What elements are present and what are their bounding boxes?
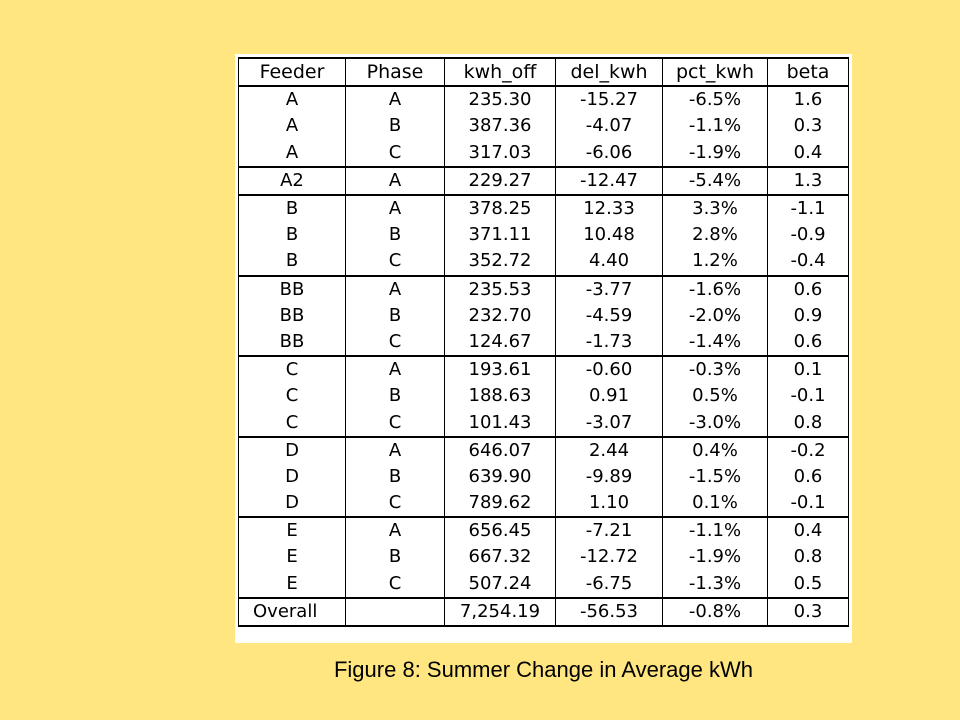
cell-kwh-off: 667.32: [445, 544, 556, 570]
cell-kwh-off: 789.62: [445, 490, 556, 517]
cell-del-kwh: 1.10: [556, 490, 663, 517]
cell-beta: 0.1: [768, 356, 849, 383]
header-pct-kwh: pct_kwh: [663, 58, 768, 86]
cell-kwh-off: 232.70: [445, 303, 556, 329]
cell-del-kwh: 4.40: [556, 248, 663, 275]
cell-feeder: E: [239, 571, 346, 598]
cell-pct-kwh: -1.4%: [663, 329, 768, 356]
table-row: [239, 222, 849, 248]
cell-del-kwh: -56.53: [556, 598, 663, 626]
cell-feeder: A: [239, 86, 346, 113]
cell-phase: B: [346, 383, 445, 409]
cell-kwh-off: 507.24: [445, 571, 556, 598]
table-row: [239, 409, 849, 436]
table-row: [239, 195, 849, 222]
cell-feeder: C: [239, 409, 346, 436]
cell-phase: A: [346, 517, 445, 544]
table-row: [239, 167, 849, 195]
header-beta: beta: [768, 58, 849, 86]
table-row: [239, 464, 849, 490]
cell-pct-kwh: -6.5%: [663, 86, 768, 113]
cell-pct-kwh: -1.9%: [663, 544, 768, 570]
cell-feeder: B: [239, 195, 346, 222]
cell-kwh-off: 188.63: [445, 383, 556, 409]
header-row: [239, 58, 849, 86]
cell-beta: -0.1: [768, 383, 849, 409]
table-row: [239, 140, 849, 167]
cell-del-kwh: -4.07: [556, 113, 663, 139]
total-row: [239, 598, 849, 626]
cell-feeder: A2: [239, 167, 346, 195]
cell-feeder: A: [239, 140, 346, 167]
cell-kwh-off: 646.07: [445, 437, 556, 464]
cell-feeder: D: [239, 437, 346, 464]
header-feeder: Feeder: [239, 58, 346, 86]
cell-phase: [346, 598, 445, 626]
cell-pct-kwh: -1.3%: [663, 571, 768, 598]
cell-beta: 0.5: [768, 571, 849, 598]
cell-beta: 0.6: [768, 329, 849, 356]
cell-kwh-off: 229.27: [445, 167, 556, 195]
cell-beta: 1.3: [768, 167, 849, 195]
header-del-kwh: del_kwh: [556, 58, 663, 86]
cell-pct-kwh: -3.0%: [663, 409, 768, 436]
cell-phase: A: [346, 276, 445, 303]
cell-del-kwh: -1.73: [556, 329, 663, 356]
cell-beta: 0.3: [768, 598, 849, 626]
cell-del-kwh: 10.48: [556, 222, 663, 248]
cell-del-kwh: -6.75: [556, 571, 663, 598]
cell-pct-kwh: 0.5%: [663, 383, 768, 409]
cell-del-kwh: -7.21: [556, 517, 663, 544]
cell-kwh-off: 387.36: [445, 113, 556, 139]
cell-pct-kwh: -1.1%: [663, 517, 768, 544]
cell-phase: C: [346, 329, 445, 356]
cell-feeder: C: [239, 356, 346, 383]
cell-phase: C: [346, 490, 445, 517]
cell-pct-kwh: 3.3%: [663, 195, 768, 222]
cell-pct-kwh: 1.2%: [663, 248, 768, 275]
cell-del-kwh: -12.47: [556, 167, 663, 195]
cell-beta: -0.9: [768, 222, 849, 248]
cell-beta: 0.9: [768, 303, 849, 329]
cell-beta: -0.4: [768, 248, 849, 275]
cell-beta: 0.8: [768, 409, 849, 436]
cell-phase: C: [346, 571, 445, 598]
table-row: [239, 329, 849, 356]
table-body: [239, 86, 849, 626]
cell-phase: C: [346, 409, 445, 436]
cell-kwh-off: 235.30: [445, 86, 556, 113]
cell-beta: 1.6: [768, 86, 849, 113]
cell-phase: A: [346, 195, 445, 222]
cell-feeder: D: [239, 464, 346, 490]
cell-beta: 0.8: [768, 544, 849, 570]
cell-del-kwh: -3.77: [556, 276, 663, 303]
table-row: [239, 303, 849, 329]
cell-del-kwh: 12.33: [556, 195, 663, 222]
table-row: [239, 248, 849, 275]
cell-kwh-off: 378.25: [445, 195, 556, 222]
figure-panel: [235, 54, 852, 643]
data-table: [238, 57, 849, 627]
cell-feeder: E: [239, 517, 346, 544]
cell-feeder: D: [239, 490, 346, 517]
cell-feeder: C: [239, 383, 346, 409]
cell-phase: A: [346, 437, 445, 464]
cell-beta: 0.4: [768, 140, 849, 167]
cell-del-kwh: -9.89: [556, 464, 663, 490]
cell-kwh-off: 371.11: [445, 222, 556, 248]
cell-pct-kwh: -5.4%: [663, 167, 768, 195]
cell-del-kwh: -12.72: [556, 544, 663, 570]
cell-del-kwh: -4.59: [556, 303, 663, 329]
header-phase: Phase: [346, 58, 445, 86]
cell-del-kwh: 0.91: [556, 383, 663, 409]
cell-kwh-off: 352.72: [445, 248, 556, 275]
table-row: [239, 490, 849, 517]
table-row: [239, 276, 849, 303]
cell-beta: 0.4: [768, 517, 849, 544]
cell-pct-kwh: 2.8%: [663, 222, 768, 248]
cell-beta: -0.1: [768, 490, 849, 517]
cell-phase: B: [346, 464, 445, 490]
table-row: [239, 544, 849, 570]
table-row: [239, 86, 849, 113]
table-row: [239, 517, 849, 544]
cell-kwh-off: 639.90: [445, 464, 556, 490]
cell-phase: B: [346, 113, 445, 139]
cell-phase: A: [346, 167, 445, 195]
cell-del-kwh: -3.07: [556, 409, 663, 436]
cell-pct-kwh: 0.1%: [663, 490, 768, 517]
cell-kwh-off: 193.61: [445, 356, 556, 383]
table-row: [239, 113, 849, 139]
cell-kwh-off: 317.03: [445, 140, 556, 167]
cell-phase: C: [346, 248, 445, 275]
header-kwh-off: kwh_off: [445, 58, 556, 86]
cell-feeder: BB: [239, 329, 346, 356]
cell-beta: 0.6: [768, 276, 849, 303]
cell-kwh-off: 124.67: [445, 329, 556, 356]
cell-feeder: E: [239, 544, 346, 570]
figure-caption: Figure 8: Summer Change in Average kWh: [333, 657, 754, 682]
cell-phase: B: [346, 303, 445, 329]
cell-kwh-off: 101.43: [445, 409, 556, 436]
cell-beta: 0.6: [768, 464, 849, 490]
cell-feeder: BB: [239, 303, 346, 329]
table-row: [239, 437, 849, 464]
cell-feeder: Overall: [239, 598, 346, 626]
cell-kwh-off: 7,254.19: [445, 598, 556, 626]
table-header: [239, 58, 849, 86]
cell-del-kwh: -15.27: [556, 86, 663, 113]
cell-feeder: B: [239, 248, 346, 275]
table-row: [239, 356, 849, 383]
cell-phase: B: [346, 222, 445, 248]
table-row: [239, 383, 849, 409]
cell-pct-kwh: -1.1%: [663, 113, 768, 139]
cell-beta: -0.2: [768, 437, 849, 464]
cell-feeder: BB: [239, 276, 346, 303]
cell-kwh-off: 235.53: [445, 276, 556, 303]
cell-beta: -1.1: [768, 195, 849, 222]
cell-pct-kwh: -2.0%: [663, 303, 768, 329]
cell-pct-kwh: -1.6%: [663, 276, 768, 303]
cell-del-kwh: -0.60: [556, 356, 663, 383]
cell-del-kwh: 2.44: [556, 437, 663, 464]
cell-pct-kwh: -0.8%: [663, 598, 768, 626]
cell-pct-kwh: -1.5%: [663, 464, 768, 490]
cell-phase: B: [346, 544, 445, 570]
cell-pct-kwh: -0.3%: [663, 356, 768, 383]
cell-pct-kwh: 0.4%: [663, 437, 768, 464]
cell-beta: 0.3: [768, 113, 849, 139]
cell-phase: A: [346, 86, 445, 113]
cell-phase: A: [346, 356, 445, 383]
cell-del-kwh: -6.06: [556, 140, 663, 167]
cell-pct-kwh: -1.9%: [663, 140, 768, 167]
cell-kwh-off: 656.45: [445, 517, 556, 544]
cell-feeder: A: [239, 113, 346, 139]
cell-feeder: B: [239, 222, 346, 248]
table-row: [239, 571, 849, 598]
cell-phase: C: [346, 140, 445, 167]
